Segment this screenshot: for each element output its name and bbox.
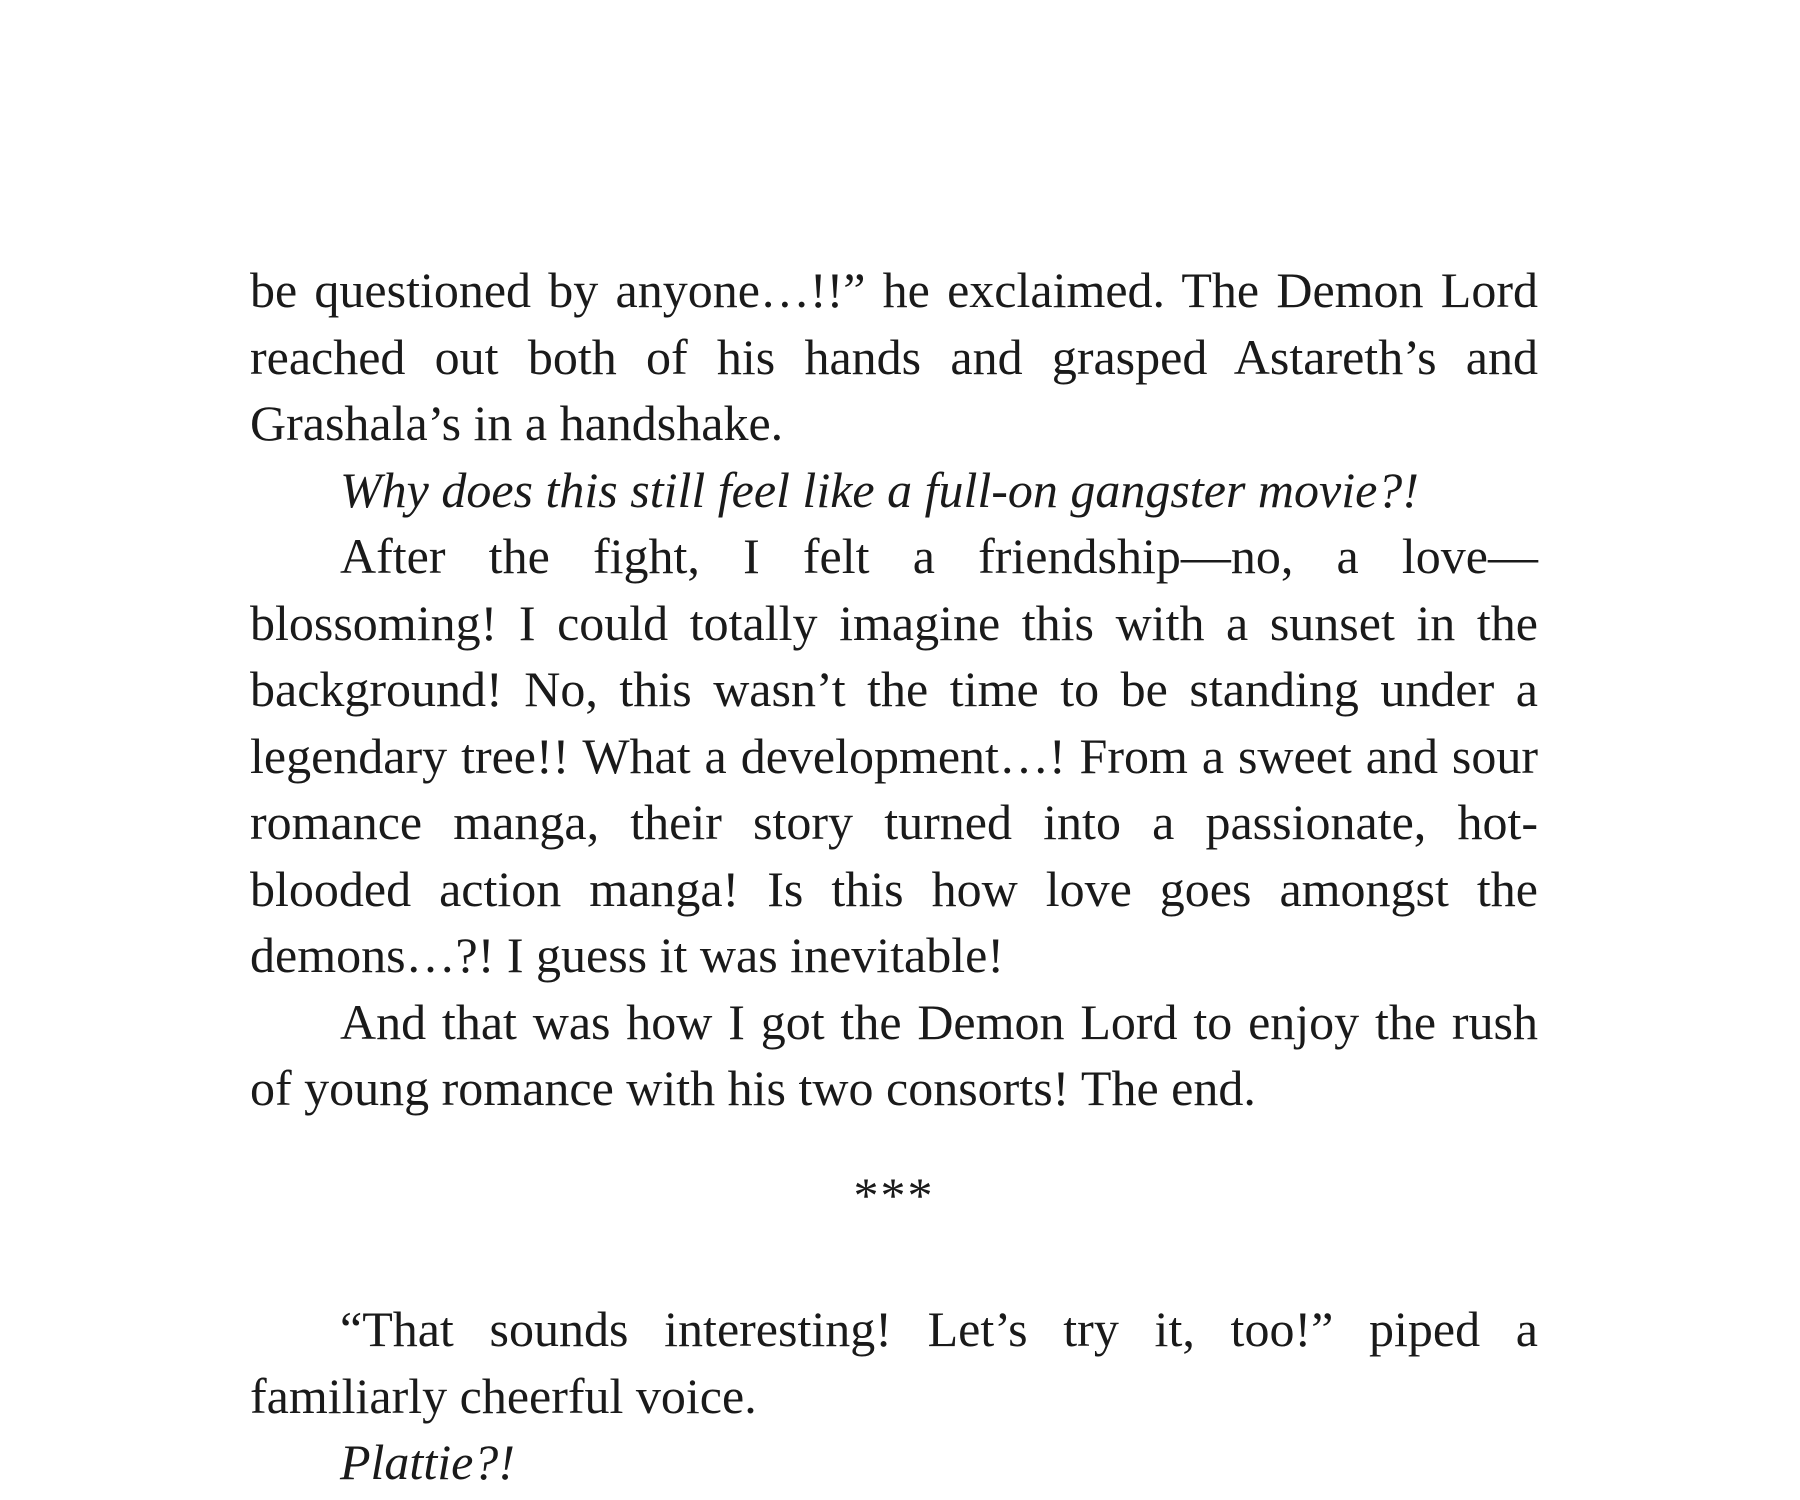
paragraph-the-end: And that was how I got the Demon Lord to enjoy the rush of young romance with his two consorts! The end. (250, 993, 1538, 1116)
scene-break: *** (853, 1166, 935, 1223)
paragraph-friendship: After the fight, I felt a friendship—no, a love—blossoming! I could totally imagine this with a sunset in the background! No, this wasn’t the time to be standing under a legendary tree!! What a development…! From a sweet and sour romance manga, their story turned into a passionate, hot-blooded action manga! Is this how love goes amongst the demons…?! I guess it was inevitable! (250, 528, 1538, 983)
paragraph-handshake: be questioned by anyone…!!” he exclaimed. The Demon Lord reached out both of his hands and grasped Astareth’s and Grashala’s in a handshake. (250, 262, 1538, 451)
paragraph-gangster-thought: Why does this still feel like a full-on gangster movie?! (340, 461, 1419, 518)
paragraph-cheerful-voice: “That sounds interesting! Let’s try it, too!” piped a familiarly cheerful voice. (250, 1301, 1538, 1424)
page-body (250, 257, 1538, 1496)
paragraph-plattie: Plattie?! (340, 1434, 515, 1490)
